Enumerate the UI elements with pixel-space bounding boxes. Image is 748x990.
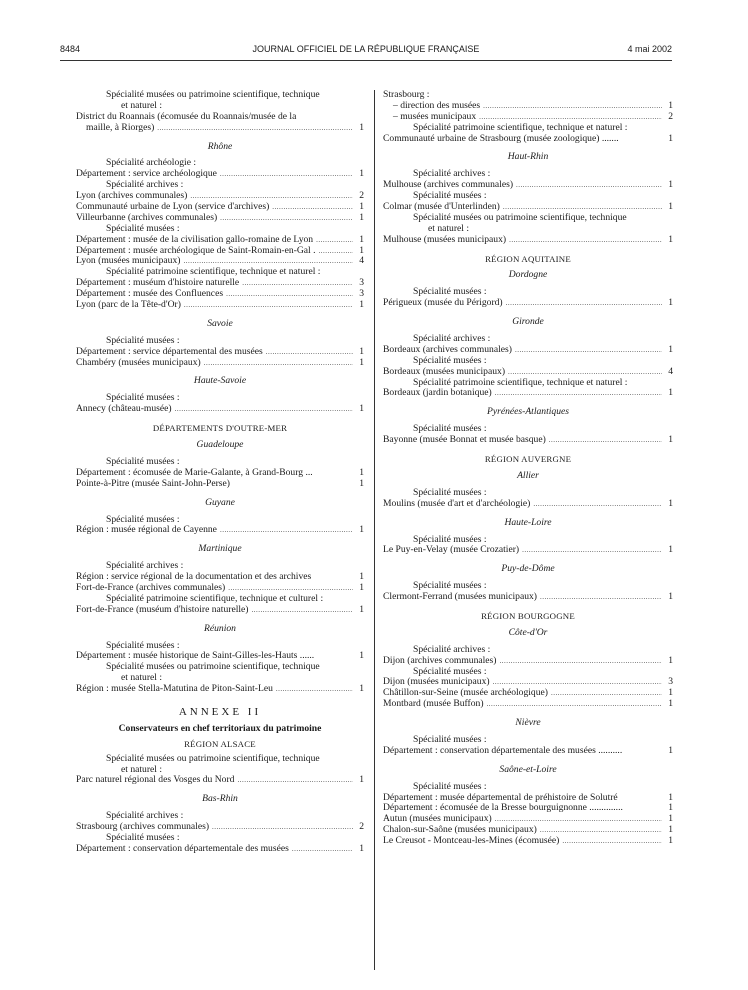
list-item: District du Roannais (écomusée du Roannais/musée de la <box>76 110 297 122</box>
category-label: Spécialité musées ou patrimoine scientifique, technique <box>413 211 627 223</box>
category-label: Spécialité patrimoine scientifique, technique et naturel : <box>106 266 321 278</box>
list-item: – musées municipaux ..... 2 <box>383 112 673 123</box>
department-heading: Allier <box>517 469 539 481</box>
region-heading: RÉGION ALSACE <box>184 738 256 749</box>
list-item: Lyon (archives communales) ..... 2 <box>76 191 364 202</box>
list-item: Mulhouse (musées municipaux) ..... 1 <box>383 235 673 246</box>
category-label: Spécialité musées : <box>106 513 180 525</box>
department-heading: Savoie <box>207 317 233 329</box>
category-label: Spécialité musées : <box>106 455 180 467</box>
department-heading: Martinique <box>198 543 242 555</box>
category-label: Spécialité archéologie : <box>106 157 197 169</box>
annex-heading: ANNEXE II <box>178 705 262 718</box>
department-heading: Haute-Savoie <box>193 375 247 387</box>
category-label: Spécialité archives : <box>106 179 184 191</box>
department-heading: Nièvre <box>515 717 541 729</box>
list-item: Département : écomusée de la Bresse bourguignonne .............. 1 <box>383 802 673 814</box>
category-label: Spécialité musées ou patrimoine scientifique, technique <box>106 89 320 100</box>
category-label: Spécialité archives : <box>413 168 491 180</box>
list-item: Région : musée régional de Cayenne ..... 1 <box>76 525 364 536</box>
list-item: Département : écomusée de Marie-Galante, à Grand-Bourg ... 1 <box>76 466 364 478</box>
list-item: – direction des musées ..... 1 <box>383 101 673 112</box>
list-item: Le Creusot - Montceau-les-Mines (écomusée) ..... 1 <box>383 836 673 847</box>
category-label: Spécialité musées ou patrimoine scientifique, technique <box>106 752 320 764</box>
list-item: Fort-de-France (muséum d'histoire naturelle) ..... 1 <box>76 605 364 616</box>
department-heading: Haut-Rhin <box>507 151 549 163</box>
category-label: Spécialité musées : <box>106 832 180 844</box>
column-divider <box>374 90 375 970</box>
list-item: Département : conservation départementale des musées ..... 1 <box>76 844 364 855</box>
list-item: Lyon (parc de la Tête-d'Or) ..... 1 <box>76 300 364 311</box>
list-item: Département : musée historique de Saint-Gilles-les-Hauts ...... 1 <box>76 650 364 662</box>
list-item: Mulhouse (archives communales) ..... 1 <box>383 180 673 191</box>
region-heading: RÉGION BOURGOGNE <box>481 610 575 621</box>
category-label: Spécialité musées : <box>413 486 487 498</box>
list-item: Bordeaux (jardin botanique) ..... 1 <box>383 388 673 399</box>
category-label: Spécialité musées : <box>106 334 180 346</box>
category-label: et naturel : <box>121 672 163 684</box>
category-label: et naturel : <box>121 763 163 775</box>
list-item: Dijon (musées municipaux) ..... 3 <box>383 677 673 688</box>
list-item: Communauté urbaine de Strasbourg (musée zoologique) ....... 1 <box>383 132 673 144</box>
category-label: Spécialité archives : <box>106 810 184 822</box>
region-heading: RÉGION AQUITAINE <box>485 253 571 264</box>
department-heading: Gironde <box>512 316 544 328</box>
list-item: Parc naturel régional des Vosges du Nord ..... 1 <box>76 775 364 786</box>
department-heading: Haute-Loire <box>504 516 552 528</box>
category-label: Spécialité musées : <box>413 190 487 202</box>
list-item: maille, à Riorges) ..... 1 <box>76 123 364 134</box>
list-item: Bayonne (musée Bonnat et musée basque) ..... 1 <box>383 435 673 446</box>
list-item: Strasbourg : <box>383 89 430 100</box>
list-item: Chambéry (musées municipaux) ..... 1 <box>76 358 364 369</box>
issue-date: 4 mai 2002 <box>627 44 672 54</box>
category-label: Spécialité archives : <box>106 560 184 572</box>
list-item: Région : service régional de la documentation et des archives 1 <box>76 571 364 583</box>
list-item: Bordeaux (musées municipaux) ..... 4 <box>383 367 673 378</box>
list-item: Département : musée départemental de préhistoire de Solutré 1 <box>383 791 673 803</box>
category-label: Spécialité musées ou patrimoine scientifique, technique <box>106 661 320 673</box>
list-item: Montbard (musée Buffon) ..... 1 <box>383 699 673 710</box>
department-heading: Saône-et-Loire <box>499 763 557 775</box>
header-rule <box>60 60 672 61</box>
department-heading: Réunion <box>204 622 236 634</box>
list-item: Département : service archéologique ..... 1 <box>76 169 364 180</box>
department-heading: Rhône <box>207 140 233 152</box>
department-heading: Dordogne <box>508 269 548 281</box>
list-item: Lyon (musées municipaux) ..... 4 <box>76 256 364 267</box>
category-label: et naturel : <box>428 222 470 234</box>
category-label: Spécialité archives : <box>413 643 491 655</box>
list-item: Châtillon-sur-Seine (musée archéologique) ..... 1 <box>383 688 673 699</box>
category-label: Spécialité musées : <box>413 780 487 792</box>
category-label: Spécialité musées : <box>413 580 487 592</box>
right-column <box>383 90 673 847</box>
list-item: Communauté urbaine de Lyon (service d'archives) ..... 1 <box>76 202 364 213</box>
department-heading: Côte-d'Or <box>508 626 548 638</box>
region-heading: RÉGION AUVERGNE <box>484 454 572 465</box>
region-heading: DÉPARTEMENTS D'OUTRE-MER <box>152 423 288 434</box>
list-item: Autun (musées municipaux) ..... 1 <box>383 814 673 825</box>
category-label: Spécialité musées : <box>413 533 487 545</box>
list-item: Moulins (musée d'art et d'archéologie) ..... 1 <box>383 499 673 510</box>
list-item: Villeurbanne (archives communales) ..... 1 <box>76 213 364 224</box>
department-heading: Pyrénées-Atlantiques <box>486 406 570 418</box>
category-label: Spécialité musées : <box>413 286 487 298</box>
category-label: Spécialité patrimoine scientifique, technique et culturel : <box>106 592 324 604</box>
category-label: Spécialité patrimoine scientifique, technique et naturel : <box>413 121 628 133</box>
list-item: Région : musée Stella-Matutina de Piton-Saint-Leu ..... 1 <box>76 684 364 695</box>
page-header <box>60 44 672 58</box>
list-item: Département : conservation départementale des musées .......... 1 <box>383 744 673 756</box>
list-item: Le Puy-en-Velay (musée Crozatier) ..... 1 <box>383 545 673 556</box>
category-label: Spécialité musées : <box>106 222 180 234</box>
journal-title: JOURNAL OFFICIEL DE LA RÉPUBLIQUE FRANÇAISE <box>252 44 480 54</box>
annex-title: Conservateurs en chef territoriaux du patrimoine <box>118 722 322 734</box>
list-item: Département : musée de la civilisation gallo-romaine de Lyon ..... 1 <box>76 235 364 246</box>
department-heading: Guyane <box>205 496 235 508</box>
list-item: Dijon (archives communales) ..... 1 <box>383 656 673 667</box>
left-column <box>76 90 364 855</box>
category-label: Spécialité musées : <box>413 354 487 366</box>
list-item: Département : service départemental des musées ..... 1 <box>76 347 364 358</box>
category-label: Spécialité musées : <box>413 665 487 677</box>
category-label: Spécialité musées : <box>106 639 180 651</box>
list-item: Strasbourg (archives communales) ..... 2 <box>76 822 364 833</box>
department-heading: Puy-de-Dôme <box>501 563 555 575</box>
category-label: Spécialité archives : <box>413 333 491 345</box>
list-item: Clermont-Ferrand (musées municipaux) ..... 1 <box>383 592 673 603</box>
category-label: Spécialité musées : <box>413 423 487 435</box>
list-item: Annecy (château-musée) ..... 1 <box>76 404 364 415</box>
department-heading: Guadeloupe <box>196 439 244 451</box>
category-label: et naturel : <box>121 99 163 111</box>
list-item: Chalon-sur-Saône (musées municipaux) ..... 1 <box>383 825 673 836</box>
department-heading: Bas-Rhin <box>202 793 238 805</box>
list-item: Bordeaux (archives communales) ..... 1 <box>383 345 673 356</box>
category-label: Spécialité patrimoine scientifique, technique et naturel : <box>413 376 628 388</box>
list-item: Département : musée archéologique de Saint-Romain-en-Gal . ..... 1 <box>76 246 364 257</box>
page-number: 8484 <box>60 44 81 54</box>
list-item: Département : musée des Confluences ..... 3 <box>76 289 364 300</box>
list-item: Pointe-à-Pitre (musée Saint-John-Perse) 1 <box>76 477 364 489</box>
list-item: Colmar (musée d'Unterlinden) ..... 1 <box>383 202 673 213</box>
category-label: Spécialité musées : <box>106 392 180 404</box>
list-item: Fort-de-France (archives communales) ..... 1 <box>76 583 364 594</box>
list-item: Département : muséum d'histoire naturelle ..... 3 <box>76 278 364 289</box>
category-label: Spécialité musées : <box>413 733 487 745</box>
list-item: Périgueux (musée du Périgord) ..... 1 <box>383 298 673 309</box>
